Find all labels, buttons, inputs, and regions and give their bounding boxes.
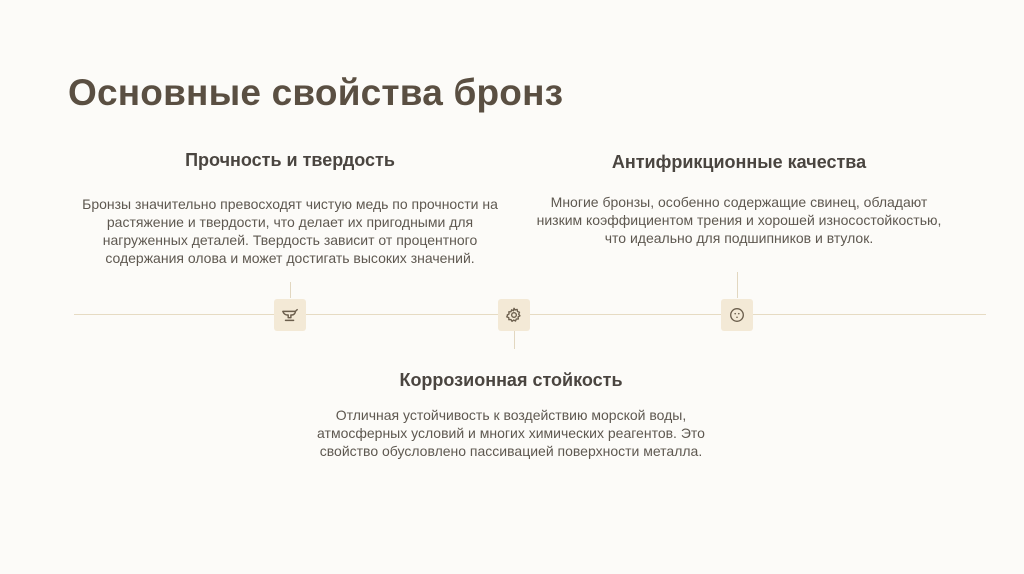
slide-title: Основные свойства бронз [68,72,564,113]
timeline-connector-2 [514,331,515,349]
bearing-icon [728,306,746,324]
property-text-strength: Бронзы значительно превосходят чистую медь по прочности на растяжение и твердости, что делает их пригодными для нагруженных деталей. Твердость зависит от процентного содержания олова и может достигать высоких значений. [82,196,498,266]
property-title-corrosion: Коррозионная стойкость [399,370,623,390]
property-block-strength [82,150,498,267]
property-block-antifriction [530,152,948,247]
timeline-connector-3 [737,272,738,298]
property-title-antifriction: Антифрикционные качества [611,152,867,172]
property-text-antifriction: Многие бронзы, особенно содержащие свинец, обладают низким коэффициентом трения и хорошей износостойкостью, что идеально для подшипников и втулок. [536,194,942,246]
property-text-corrosion: Отличная устойчивость к воздействию морской воды, атмосферных условий и многих химических реагентов. Это свойство обусловлено пассивацией поверхности металла. [317,407,705,459]
timeline-marker-3 [721,299,753,331]
timeline-line [74,314,986,315]
timeline-connector-1 [290,282,291,298]
property-block-corrosion [301,370,721,460]
timeline-marker-2 [498,299,530,331]
anvil-icon [281,306,299,324]
gear-icon [505,306,523,324]
timeline-marker-1 [274,299,306,331]
property-title-strength: Прочность и твердость [185,150,395,170]
